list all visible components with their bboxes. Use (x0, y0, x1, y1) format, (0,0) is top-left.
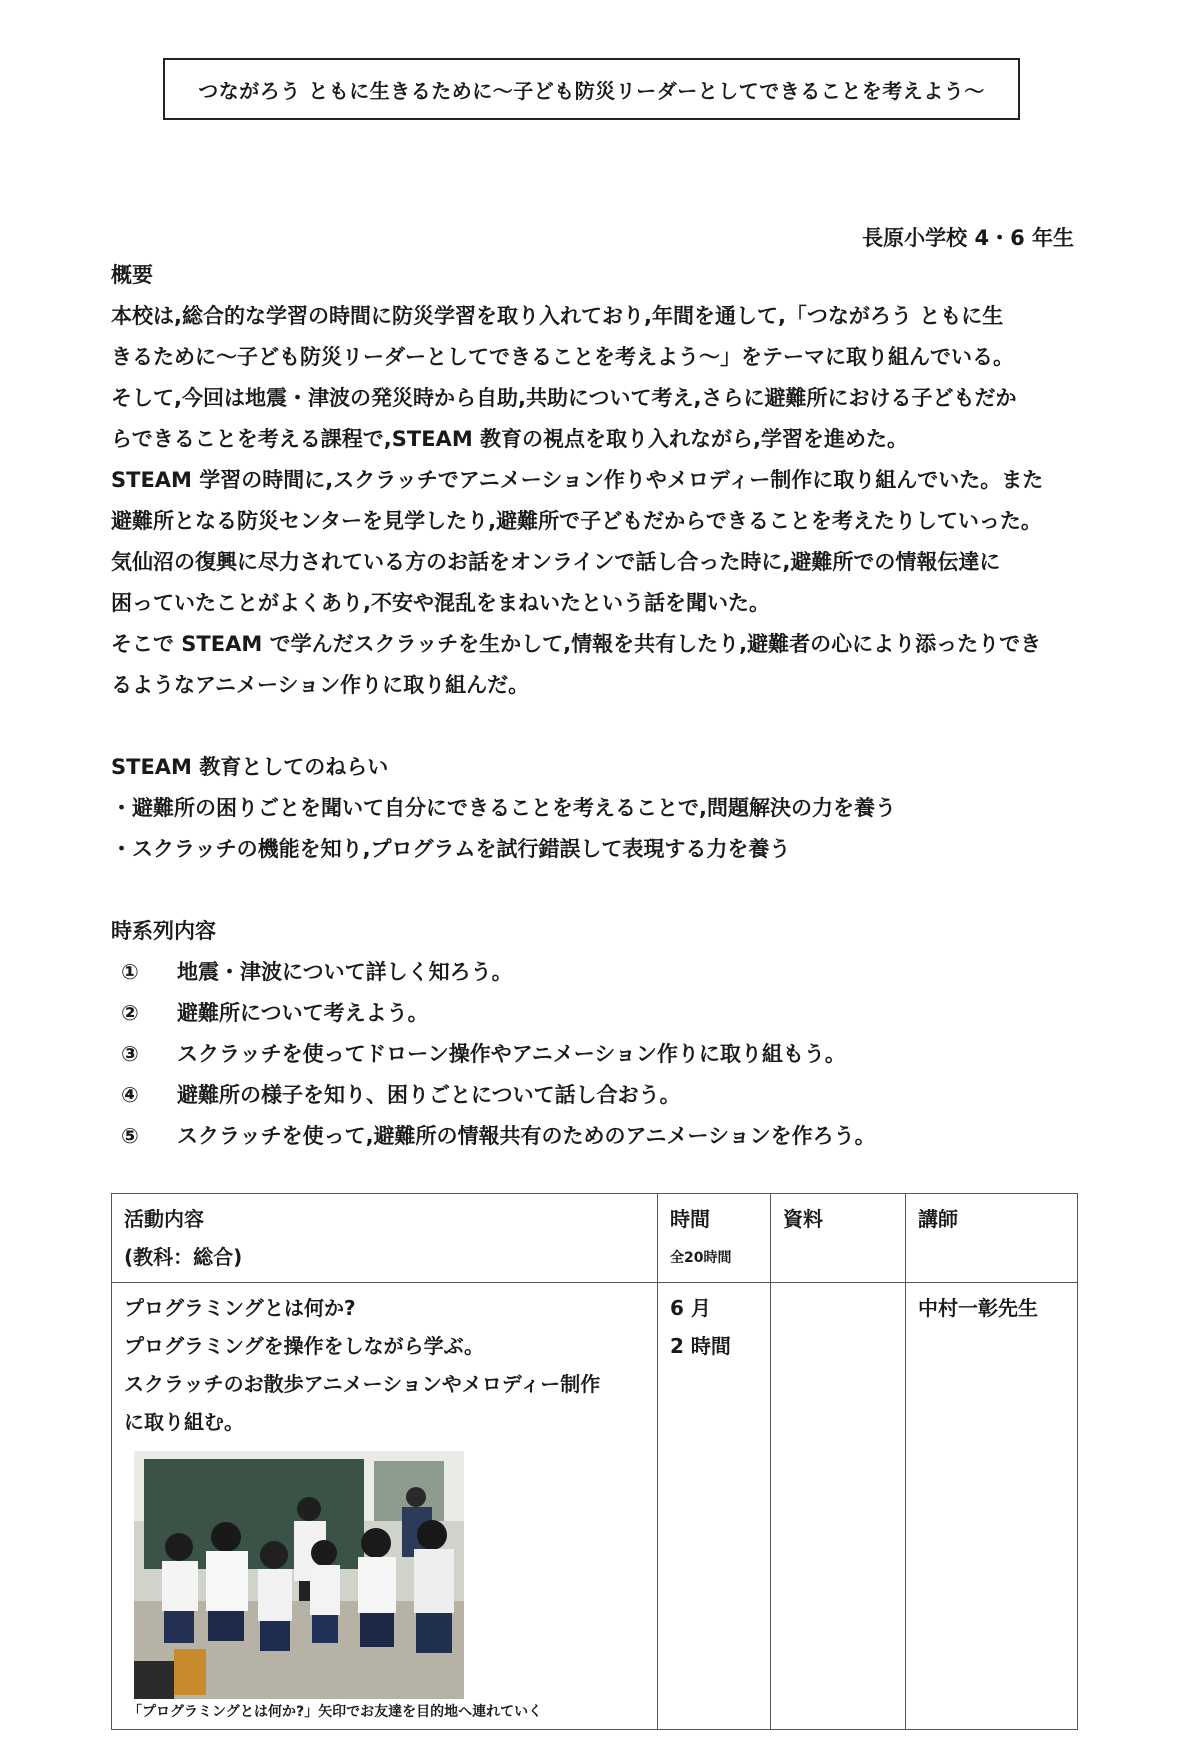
overview-heading: 概要 (111, 263, 153, 287)
overview-line: きるために～子ども防災リーダーとしてできることを考えよう～」をテーマに取り組んでいる。 (111, 345, 1014, 369)
timeline-text: 地震・津波について詳しく知ろう。 (177, 960, 513, 984)
overview-line: そして,今回は地震・津波の発災時から自助,共助について考え,さらに避難所における子どもだか (111, 386, 1017, 410)
aim-item: ・スクラッチの機能を知り,プログラムを試行錯誤して表現する力を養う (111, 837, 791, 861)
timeline-item (111, 993, 1077, 1034)
timeline-number: ③ (121, 1042, 139, 1066)
timeline-number: ① (121, 960, 139, 984)
aims-heading: STEAM 教育としてのねらい (111, 755, 389, 779)
activity-table (111, 1193, 1078, 1730)
timeline-item (111, 1075, 1077, 1116)
overview-line: STEAM 学習の時間に,スクラッチでアニメーション作りやメロディー制作に取り組んでいた。また (111, 468, 1044, 492)
overview-line: るようなアニメーション作りに取り組んだ。 (111, 673, 530, 697)
header-subject: (教科：総合) (124, 1245, 243, 1269)
classroom-photo (134, 1451, 464, 1699)
header-time-cell (658, 1194, 771, 1283)
timeline-text: スクラッチを使ってドローン操作やアニメーション作りに取り組もう。 (177, 1042, 846, 1066)
timeline-text: スクラッチを使って,避難所の情報共有のためのアニメーションを作ろう。 (177, 1124, 876, 1148)
header-total-hours: 全20時間 (670, 1250, 732, 1266)
table-row (112, 1283, 1078, 1730)
photo-caption: 「プログラミングとは何か?」矢印でお友達を目的地へ連れていく (128, 1704, 543, 1720)
header-activity-cell (112, 1194, 658, 1283)
timeline-item (111, 1034, 1077, 1075)
header-teacher-cell (906, 1194, 1078, 1283)
timeline-item (111, 952, 1077, 993)
document-body (111, 255, 1077, 1157)
timeline-heading: 時系列内容 (111, 919, 216, 943)
activity-line: プログラミングを操作をしながら学ぶ。 (124, 1334, 484, 1358)
overview-line: 避難所となる防災センターを見学したり,避難所で子どもだからできることを考えたりしていった。 (111, 509, 1042, 533)
school-name: 長原小学校 4・6 年生 (862, 226, 1074, 250)
activity-month: 6 月 (670, 1296, 711, 1320)
timeline-number: ② (121, 1001, 139, 1025)
overview-line: 本校は,総合的な学習の時間に防災学習を取り入れており,年間を通して,「つながろう ともに生 (111, 304, 1004, 328)
header-activity: 活動内容 (124, 1207, 204, 1231)
timeline-number: ⑤ (121, 1124, 139, 1148)
timeline-item (111, 1116, 1077, 1157)
aim-item: ・避難所の困りごとを聞いて自分にできることを考えることで,問題解決の力を養う (111, 796, 896, 820)
header-teacher: 講師 (918, 1207, 958, 1231)
overview-text (111, 296, 1077, 706)
header-materials: 資料 (783, 1207, 823, 1231)
teacher-cell (906, 1283, 1078, 1730)
table-header-row (112, 1194, 1078, 1283)
timeline-text: 避難所について考えよう。 (177, 1001, 429, 1025)
overview-line: らできることを考える課程で,STEAM 教育の視点を取り入れながら,学習を進めた。 (111, 427, 908, 451)
teacher-name: 中村一彰先生 (918, 1296, 1038, 1320)
overview-line: 困っていたことがよくあり,不安や混乱をまねいたという話を聞いた。 (111, 591, 770, 615)
activity-hours: 2 時間 (670, 1334, 731, 1358)
activity-line: プログラミングとは何か? (124, 1296, 356, 1320)
timeline-number: ④ (121, 1083, 139, 1107)
activity-cell (112, 1283, 658, 1730)
materials-cell (771, 1283, 906, 1730)
activity-line: に取り組む。 (124, 1410, 244, 1434)
overview-line: 気仙沼の復興に尽力されている方のお話をオンラインで話し合った時に,避難所での情報伝達に (111, 550, 1001, 574)
header-time: 時間 (670, 1207, 710, 1231)
time-cell (658, 1283, 771, 1730)
timeline-text: 避難所の様子を知り、困りごとについて話し合おう。 (177, 1083, 681, 1107)
document-title: つながろう ともに生きるために～子ども防災リーダーとしてできることを考えよう～ (163, 58, 1020, 120)
activity-line: スクラッチのお散歩アニメーションやメロディー制作 (124, 1372, 601, 1396)
overview-line: そこで STEAM で学んだスクラッチを生かして,情報を共有したり,避難者の心により添ったりでき (111, 632, 1042, 656)
timeline-list (111, 952, 1077, 1157)
header-materials-cell (771, 1194, 906, 1283)
